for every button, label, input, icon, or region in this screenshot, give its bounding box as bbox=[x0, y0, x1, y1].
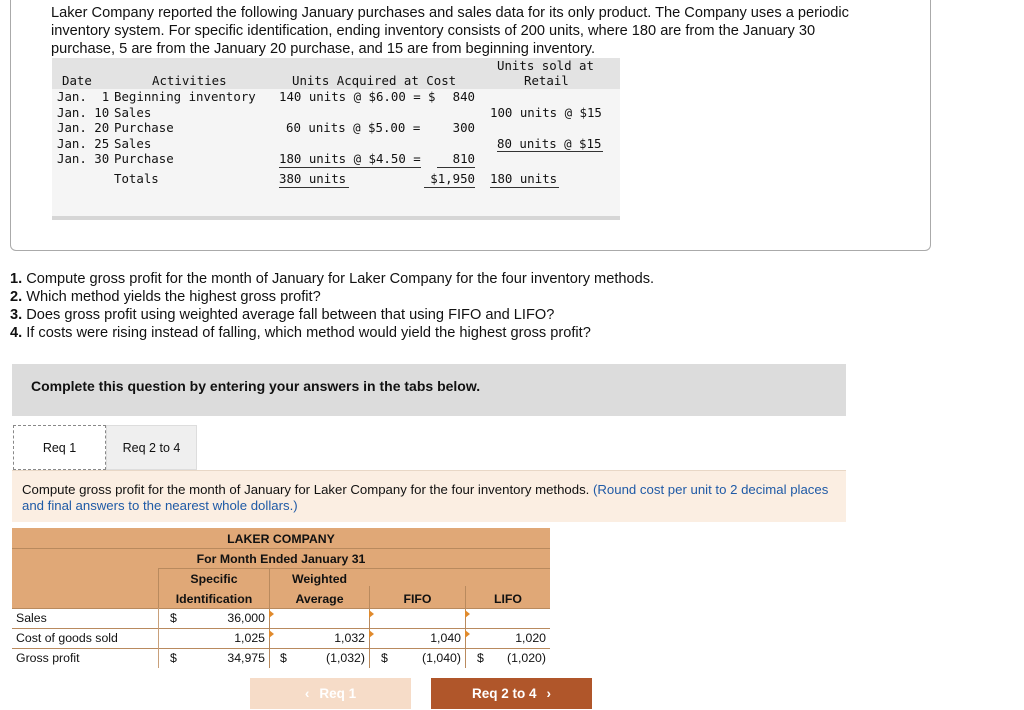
rounding-note: (Round cost per unit to 2 decimal places and final answers to the nearest whole dollars.) bbox=[22, 482, 829, 513]
col-specific-1: Specific bbox=[190, 572, 238, 586]
requirement-box bbox=[12, 470, 846, 522]
question-list bbox=[10, 270, 654, 342]
next-req-button[interactable] bbox=[431, 678, 592, 709]
sales-fifo-input[interactable] bbox=[370, 609, 465, 628]
row-label-gross-profit: Gross profit bbox=[16, 651, 80, 665]
cogs-weighted-input[interactable]: 1,032 bbox=[334, 631, 365, 645]
tab-req-1[interactable]: Req 1 bbox=[13, 425, 106, 470]
inventory-table-header bbox=[52, 58, 620, 89]
row-sold: 100 units @ $15 bbox=[490, 104, 602, 120]
question-item: 4. If costs were rising instead of falling, which method would yield the highest gross profit? bbox=[10, 325, 591, 341]
sales-weighted-input[interactable] bbox=[270, 609, 369, 628]
cogs-lifo-input[interactable]: 1,020 bbox=[515, 631, 546, 645]
row-dollar: $ bbox=[428, 89, 436, 104]
sales-lifo-input[interactable] bbox=[466, 609, 550, 628]
col-weighted-1: Weighted bbox=[291, 572, 348, 586]
col-specific-2: Identification bbox=[175, 592, 253, 606]
row-activity: Sales bbox=[114, 135, 152, 151]
inventory-table-body bbox=[52, 89, 620, 220]
gross-profit-report bbox=[12, 528, 550, 668]
totals-label: Totals bbox=[114, 171, 159, 186]
header-units-sold: Units sold at bbox=[497, 58, 594, 73]
row-date: Jan. 30 bbox=[57, 151, 110, 166]
row-date: Jan. 25 bbox=[57, 135, 110, 151]
row-cost: 840 bbox=[452, 89, 475, 104]
header-retail: Retail bbox=[524, 73, 569, 88]
row-activity: Purchase bbox=[114, 151, 174, 166]
sales-specific-input[interactable]: 36,000 bbox=[227, 611, 265, 625]
gross-fifo: (1,040) bbox=[422, 651, 461, 665]
row-sold: 80 units @ $15 bbox=[497, 135, 602, 151]
row-acquired: 140 units @ $6.00 = bbox=[279, 89, 421, 104]
chevron-left-icon: ‹ bbox=[304, 686, 310, 701]
col-weighted-2: Average bbox=[295, 592, 344, 606]
instruction-text: Complete this question by entering your answers in the tabs below. bbox=[31, 378, 481, 394]
instruction-bar bbox=[12, 364, 846, 416]
header-units-acquired: Units Acquired at Cost bbox=[292, 73, 457, 88]
gross-specific: 34,975 bbox=[227, 651, 265, 665]
row-date: Jan. 10 bbox=[57, 104, 110, 120]
question-item: 1. Compute gross profit for the month of January for Laker Company for the four inventory methods. bbox=[10, 271, 655, 287]
row-cost: 300 bbox=[452, 120, 475, 135]
header-date: Date bbox=[62, 73, 92, 88]
row-date: Jan. 1 bbox=[57, 89, 110, 104]
row-acquired: 60 units @ $5.00 = bbox=[286, 120, 421, 135]
sales-dollar: $ bbox=[170, 611, 177, 625]
row-acquired: 180 units @ $4.50 = bbox=[279, 151, 421, 166]
row-label-cogs: Cost of goods sold bbox=[16, 631, 118, 645]
gross-dollar-weighted: $ bbox=[280, 651, 287, 665]
tab-req-2-to-4[interactable]: Req 2 to 4 bbox=[106, 425, 197, 470]
report-company: LAKER COMPANY bbox=[227, 532, 335, 546]
question-item: 2. Which method yields the highest gross profit? bbox=[10, 289, 321, 305]
prev-req-label: Req 1 bbox=[319, 686, 357, 701]
gross-dollar-specific: $ bbox=[170, 651, 177, 665]
gross-weighted: (1,032) bbox=[326, 651, 365, 665]
col-lifo: LIFO bbox=[493, 592, 522, 606]
row-activity: Purchase bbox=[114, 120, 174, 135]
row-date: Jan. 20 bbox=[57, 120, 110, 135]
inventory-table bbox=[52, 58, 620, 220]
gross-lifo: (1,020) bbox=[507, 651, 546, 665]
report-period: For Month Ended January 31 bbox=[196, 552, 366, 566]
row-label-sales: Sales bbox=[16, 611, 47, 625]
chevron-right-icon: › bbox=[546, 686, 551, 701]
col-fifo: FIFO bbox=[403, 592, 432, 606]
gross-dollar-lifo: $ bbox=[477, 651, 484, 665]
totals-sold: 180 units bbox=[490, 171, 558, 186]
requirement-text: Compute gross profit for the month of January for Laker Company for the four inventory methods. (Round cost per unit to 2 decimal places and final answers to the nearest whole dollars.) bbox=[22, 482, 829, 513]
header-activities: Activities bbox=[152, 73, 227, 88]
prev-req-button[interactable] bbox=[250, 678, 411, 709]
next-req-label: Req 2 to 4 bbox=[471, 686, 537, 701]
question-item: 3. Does gross profit using weighted average fall between that using FIFO and LIFO? bbox=[10, 307, 555, 323]
row-cost: 810 bbox=[437, 151, 475, 168]
row-activity: Beginning inventory bbox=[114, 89, 256, 104]
cogs-specific-input[interactable]: 1,025 bbox=[234, 631, 265, 645]
cogs-fifo-input[interactable]: 1,040 bbox=[430, 631, 461, 645]
totals-cost: $1,950 bbox=[424, 171, 475, 188]
row-activity: Sales bbox=[114, 104, 152, 120]
gross-dollar-fifo: $ bbox=[381, 651, 388, 665]
problem-intro: Laker Company reported the following January purchases and sales data for its only product. The Company uses a periodic inventory system. For specific identification, ending inventory consists of 200 units, where 180 are from the January 30 purchase, 5 are from the January 20 purchase, and 15 are from beginning inventory. bbox=[51, 5, 849, 57]
totals-units: 380 units bbox=[279, 171, 349, 188]
